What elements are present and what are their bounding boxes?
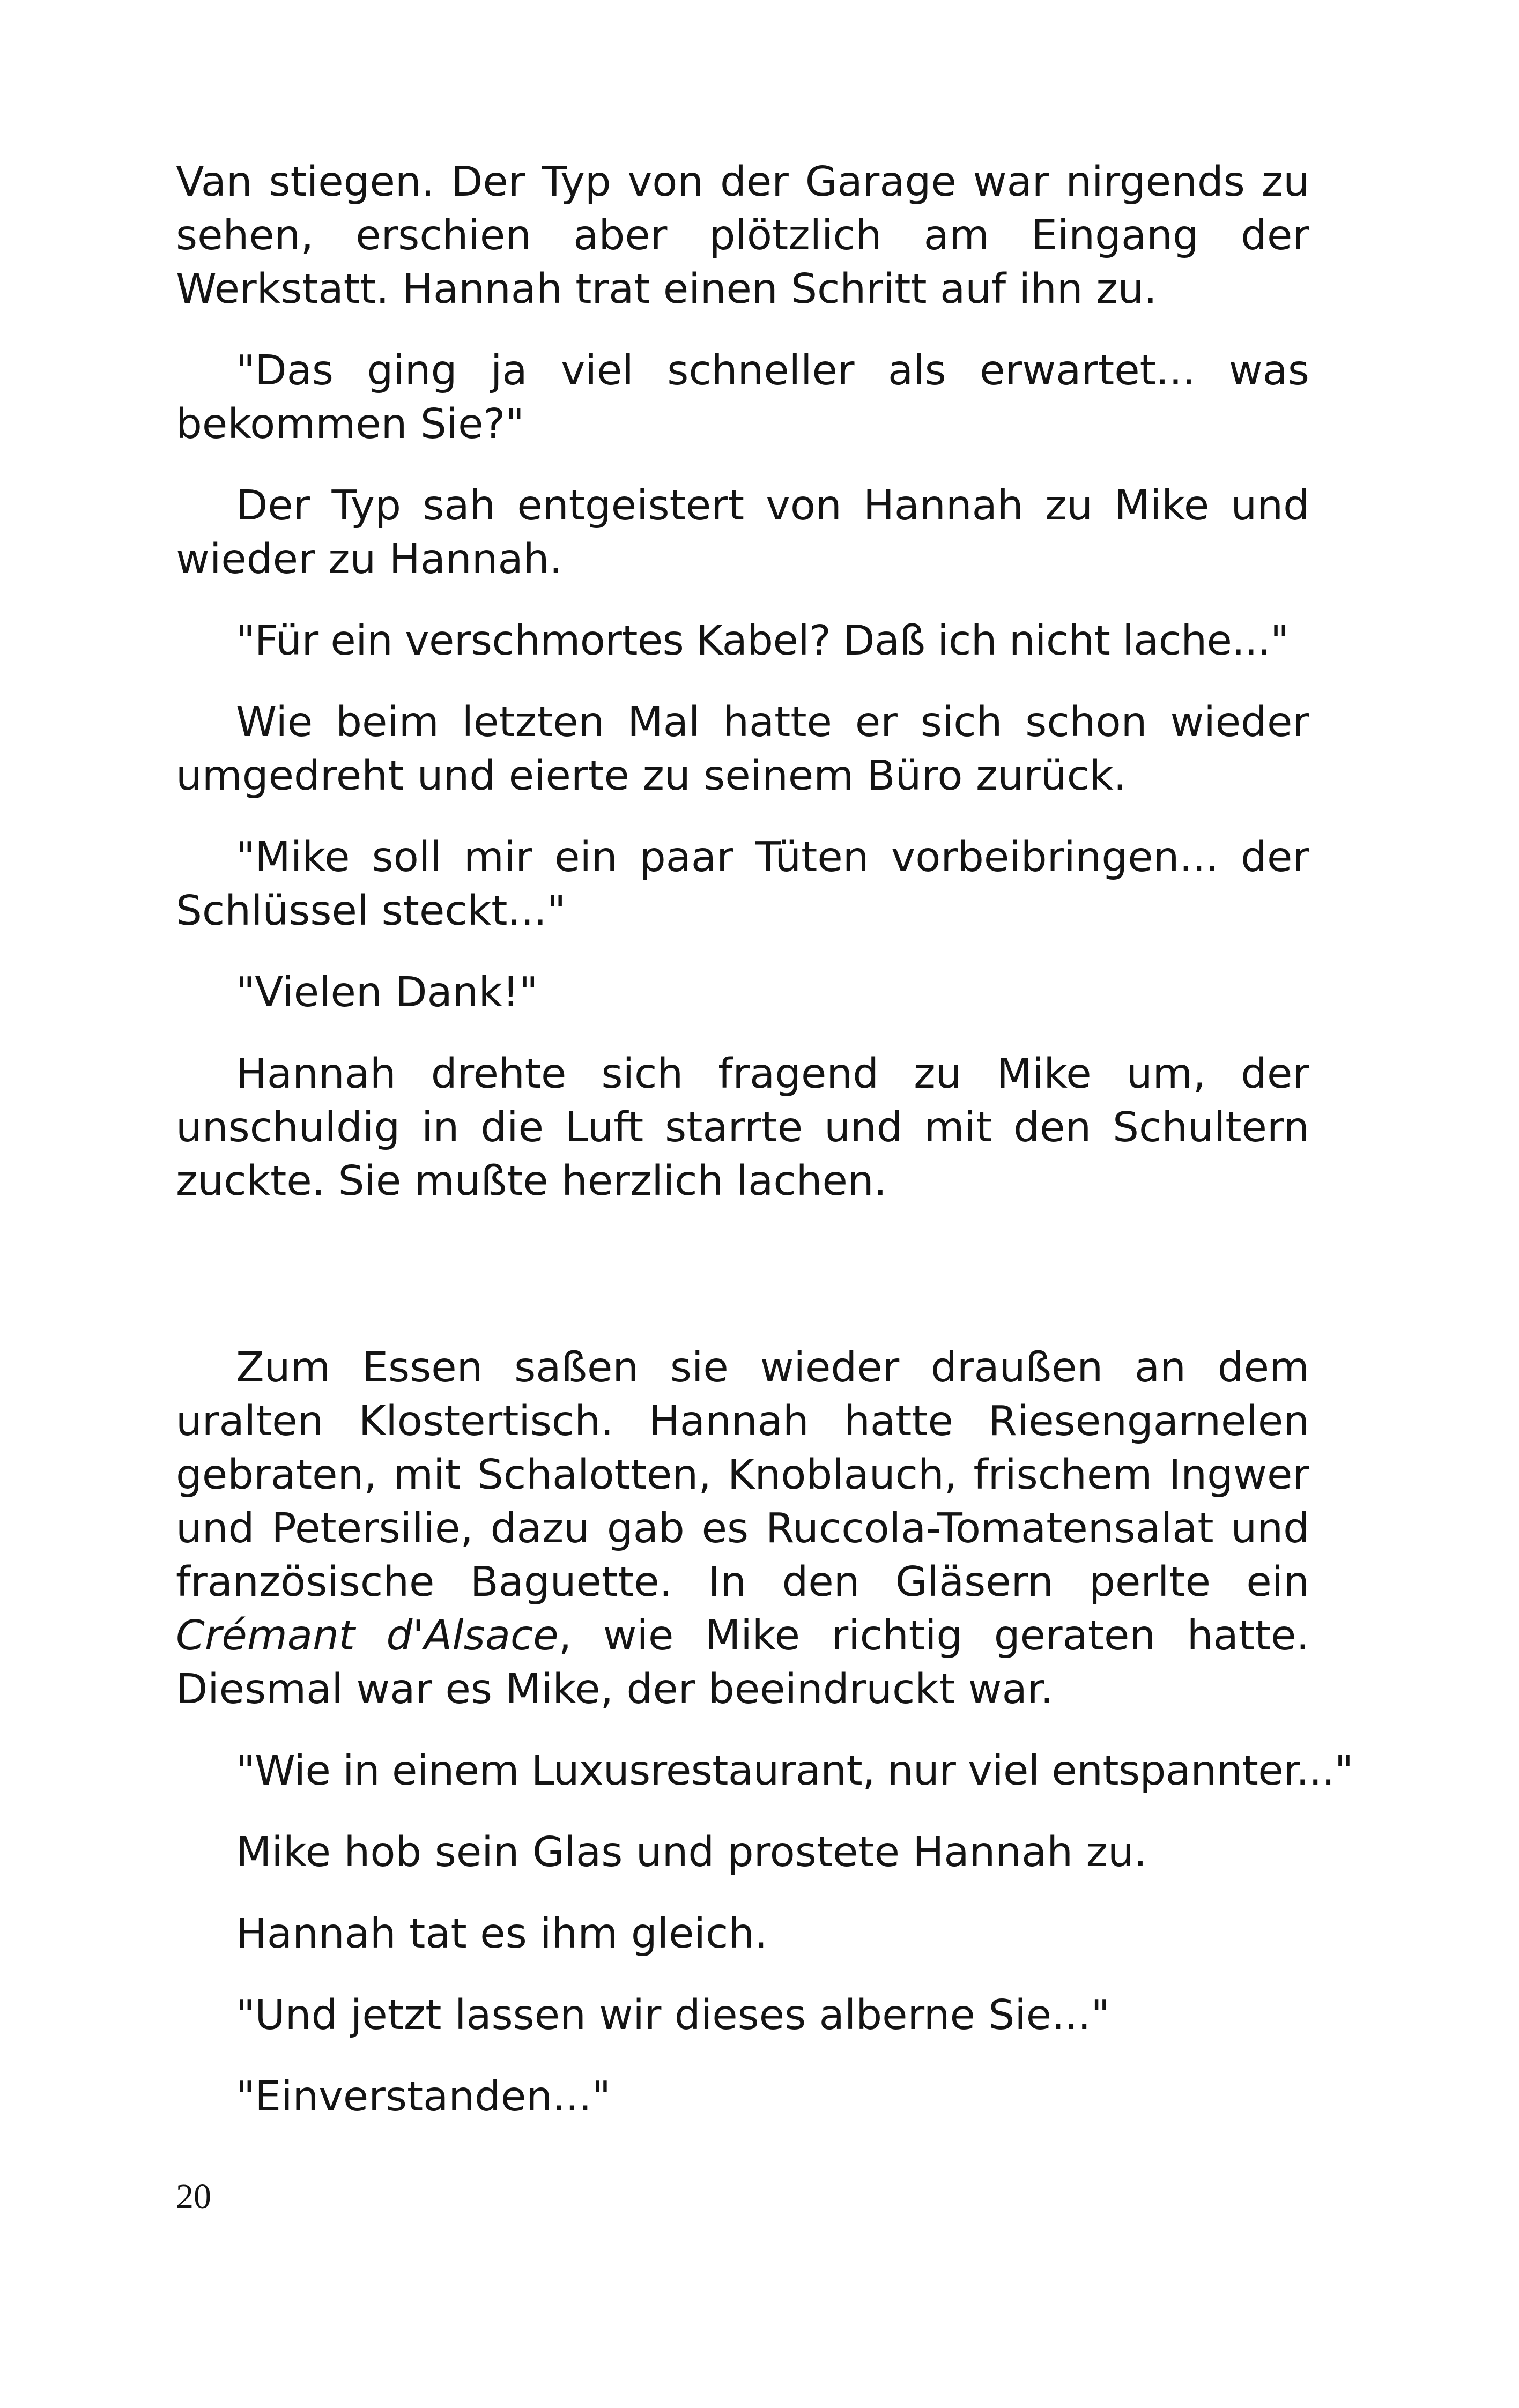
paragraph-garage-man: Der Typ sah entgeistert von Hannah zu Mike und wieder zu Hannah.: [176, 482, 1309, 583]
paragraph-continuation: Van stiegen. Der Typ von der Garage war nirgends zu sehen, erschien aber plötzlich am Eingang der Werkstatt. Hannah trat einen Schritt auf ihn zu.: [176, 158, 1309, 313]
page-number: 20: [176, 2177, 211, 2216]
dinner-text-after: , wie Mike richtig geraten hatte. Diesmal war es Mike, der beeindruckt war.: [176, 1612, 1309, 1713]
wine-name-italic: Crémant d'Alsace: [176, 1612, 559, 1660]
paragraph-dialogue-sie: "Und jetzt lassen wir dieses alberne Sie...": [236, 1991, 1110, 2039]
paragraph-same: Hannah tat es ihm gleich.: [236, 1910, 768, 1958]
paragraph-dialogue-bags: "Mike soll mir ein paar Tüten vorbeibringen... der Schlüssel steckt...": [176, 834, 1309, 935]
paragraph-dialogue-agreed: "Einverstanden...": [236, 2073, 611, 2121]
paragraph-dialogue-thanks: "Vielen Dank!": [236, 969, 538, 1016]
dinner-text-before: Zum Essen saßen sie wieder draußen an dem uralten Klostertisch. Hannah hatte Riesengarnelen gebraten, mit Schalotten, Knoblauch, frischem Ingwer und Petersilie, dazu gab es Ruccola-Tomatensalat und französische Baguette. In den Gläsern perlte ein: [176, 1344, 1309, 1606]
paragraph-toast: Mike hob sein Glas und prostete Hannah zu.: [236, 1829, 1147, 1876]
paragraph-laughing: Hannah drehte sich fragend zu Mike um, der unschuldig in die Luft starrte und mit den Schultern zuckte. Sie mußte herzlich lachen.: [176, 1050, 1309, 1205]
paragraph-dialogue-cable: "Für ein verschmortes Kabel? Daß ich nicht lache...": [236, 617, 1289, 665]
book-page-text: [176, 155, 1353, 2124]
paragraph-dialogue-restaurant: "Wie in einem Luxusrestaurant, nur viel entspannter...": [236, 1747, 1353, 1795]
paragraph-turned-away: Wie beim letzten Mal hatte er sich schon wieder umgedreht und eierte zu seinem Büro zurück.: [176, 698, 1309, 800]
paragraph-dialogue-payment: "Das ging ja viel schneller als erwartet... was bekommen Sie?": [176, 347, 1309, 448]
paragraph-dinner: [176, 1341, 1309, 1716]
